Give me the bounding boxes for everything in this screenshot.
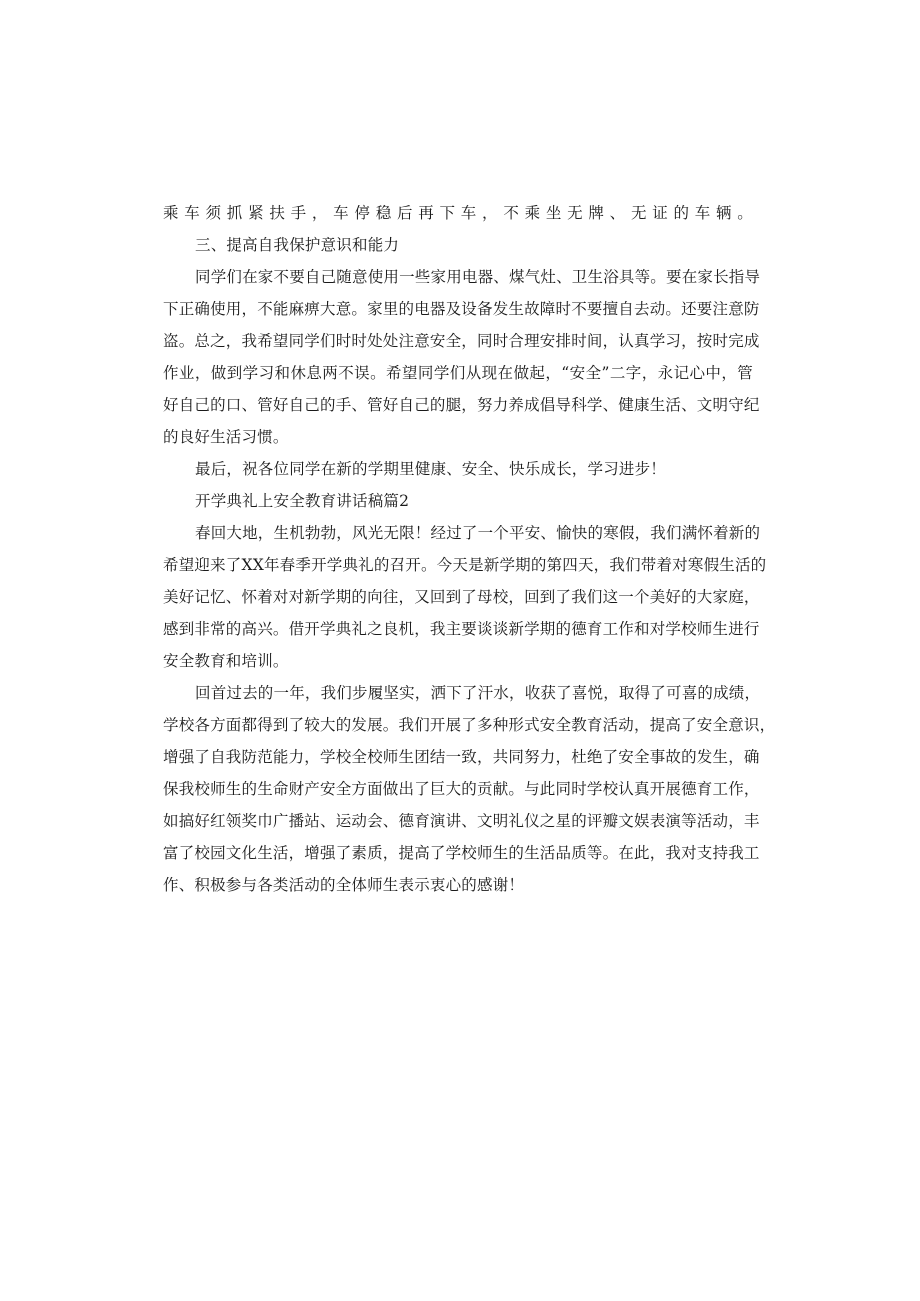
section-heading: 三、提高自我保护意识和能力 <box>195 236 400 254</box>
text-line: 盗。总之，我希望同学们时时处处注意安全，同时合理安排时间，认真学习，按时完成 <box>163 332 760 350</box>
text-line: 的良好生活习惯。 <box>163 428 289 446</box>
text-line: 美好记忆、怀着对对新学期的向往，又回到了母校，回到了我们这一个美好的大家庭， <box>163 588 760 606</box>
text-line: 增强了自我防范能力，学校全校师生团结一致，共同努力，杜绝了安全事故的发生，确 <box>163 748 760 766</box>
text-line: 作业，做到学习和休息两不误。希望同学们从现在做起，“安全”二字，永记心中，管 <box>163 364 753 382</box>
text-line: 作、积极参与各类活动的全体师生表示衷心的感谢！ <box>163 876 525 894</box>
text-line: 如搞好红领奖巾广播站、运动会、德育演讲、文明礼仪之星的评瓣文娱表演等活动，丰 <box>163 812 760 830</box>
text-line: 保我校师生的生命财产安全方面做出了巨大的贡献。与此同时学校认真开展德育工作， <box>163 780 760 798</box>
text-line: 安全教育和培训。 <box>163 652 289 670</box>
article-title: 开学典礼上安全教育讲话稿篇2 <box>195 492 410 510</box>
text-line: 下正确使用，不能麻痹大意。家里的电器及设备发生故障时不要擅自去动。还要注意防 <box>163 300 760 318</box>
text-line: 同学们在家不要自己随意使用一些家用电器、煤气灶、卫生浴具等。要在家长指导 <box>195 268 761 286</box>
text-line: 春回大地，生机勃勃，风光无限！经过了一个平安、愉快的寒假，我们满怀着新的 <box>195 524 761 542</box>
text-line: 希望迎来了XX年春季开学典礼的召开。今天是新学期的第四天，我们带着对寒假生活的 <box>163 556 767 574</box>
text-line: 乘车须抓紧扶手，车停稳后再下车，不乘坐无牌、无证的车辆。 <box>163 204 753 222</box>
text-line: 回首过去的一年，我们步履坚实，洒下了汗水，收获了喜悦，取得了可喜的成绩， <box>195 684 761 702</box>
text-line: 学校各方面都得到了较大的发展。我们开展了多种形式安全教育活动，提高了安全意识， <box>163 716 776 734</box>
text-line: 好自己的口、管好自己的手、管好自己的腿，努力养成倡导科学、健康生活、文明守纪 <box>163 396 760 414</box>
text-line: 富了校园文化生活，增强了素质，提高了学校师生的生活品质等。在此，我对支持我工 <box>163 844 760 862</box>
text-line: 最后，祝各位同学在新的学期里健康、安全、快乐成长，学习进步！ <box>195 460 667 478</box>
document-body <box>163 197 776 901</box>
text-line: 感到非常的高兴。借开学典礼之良机，我主要谈谈新学期的德育工作和对学校师生进行 <box>163 620 760 638</box>
